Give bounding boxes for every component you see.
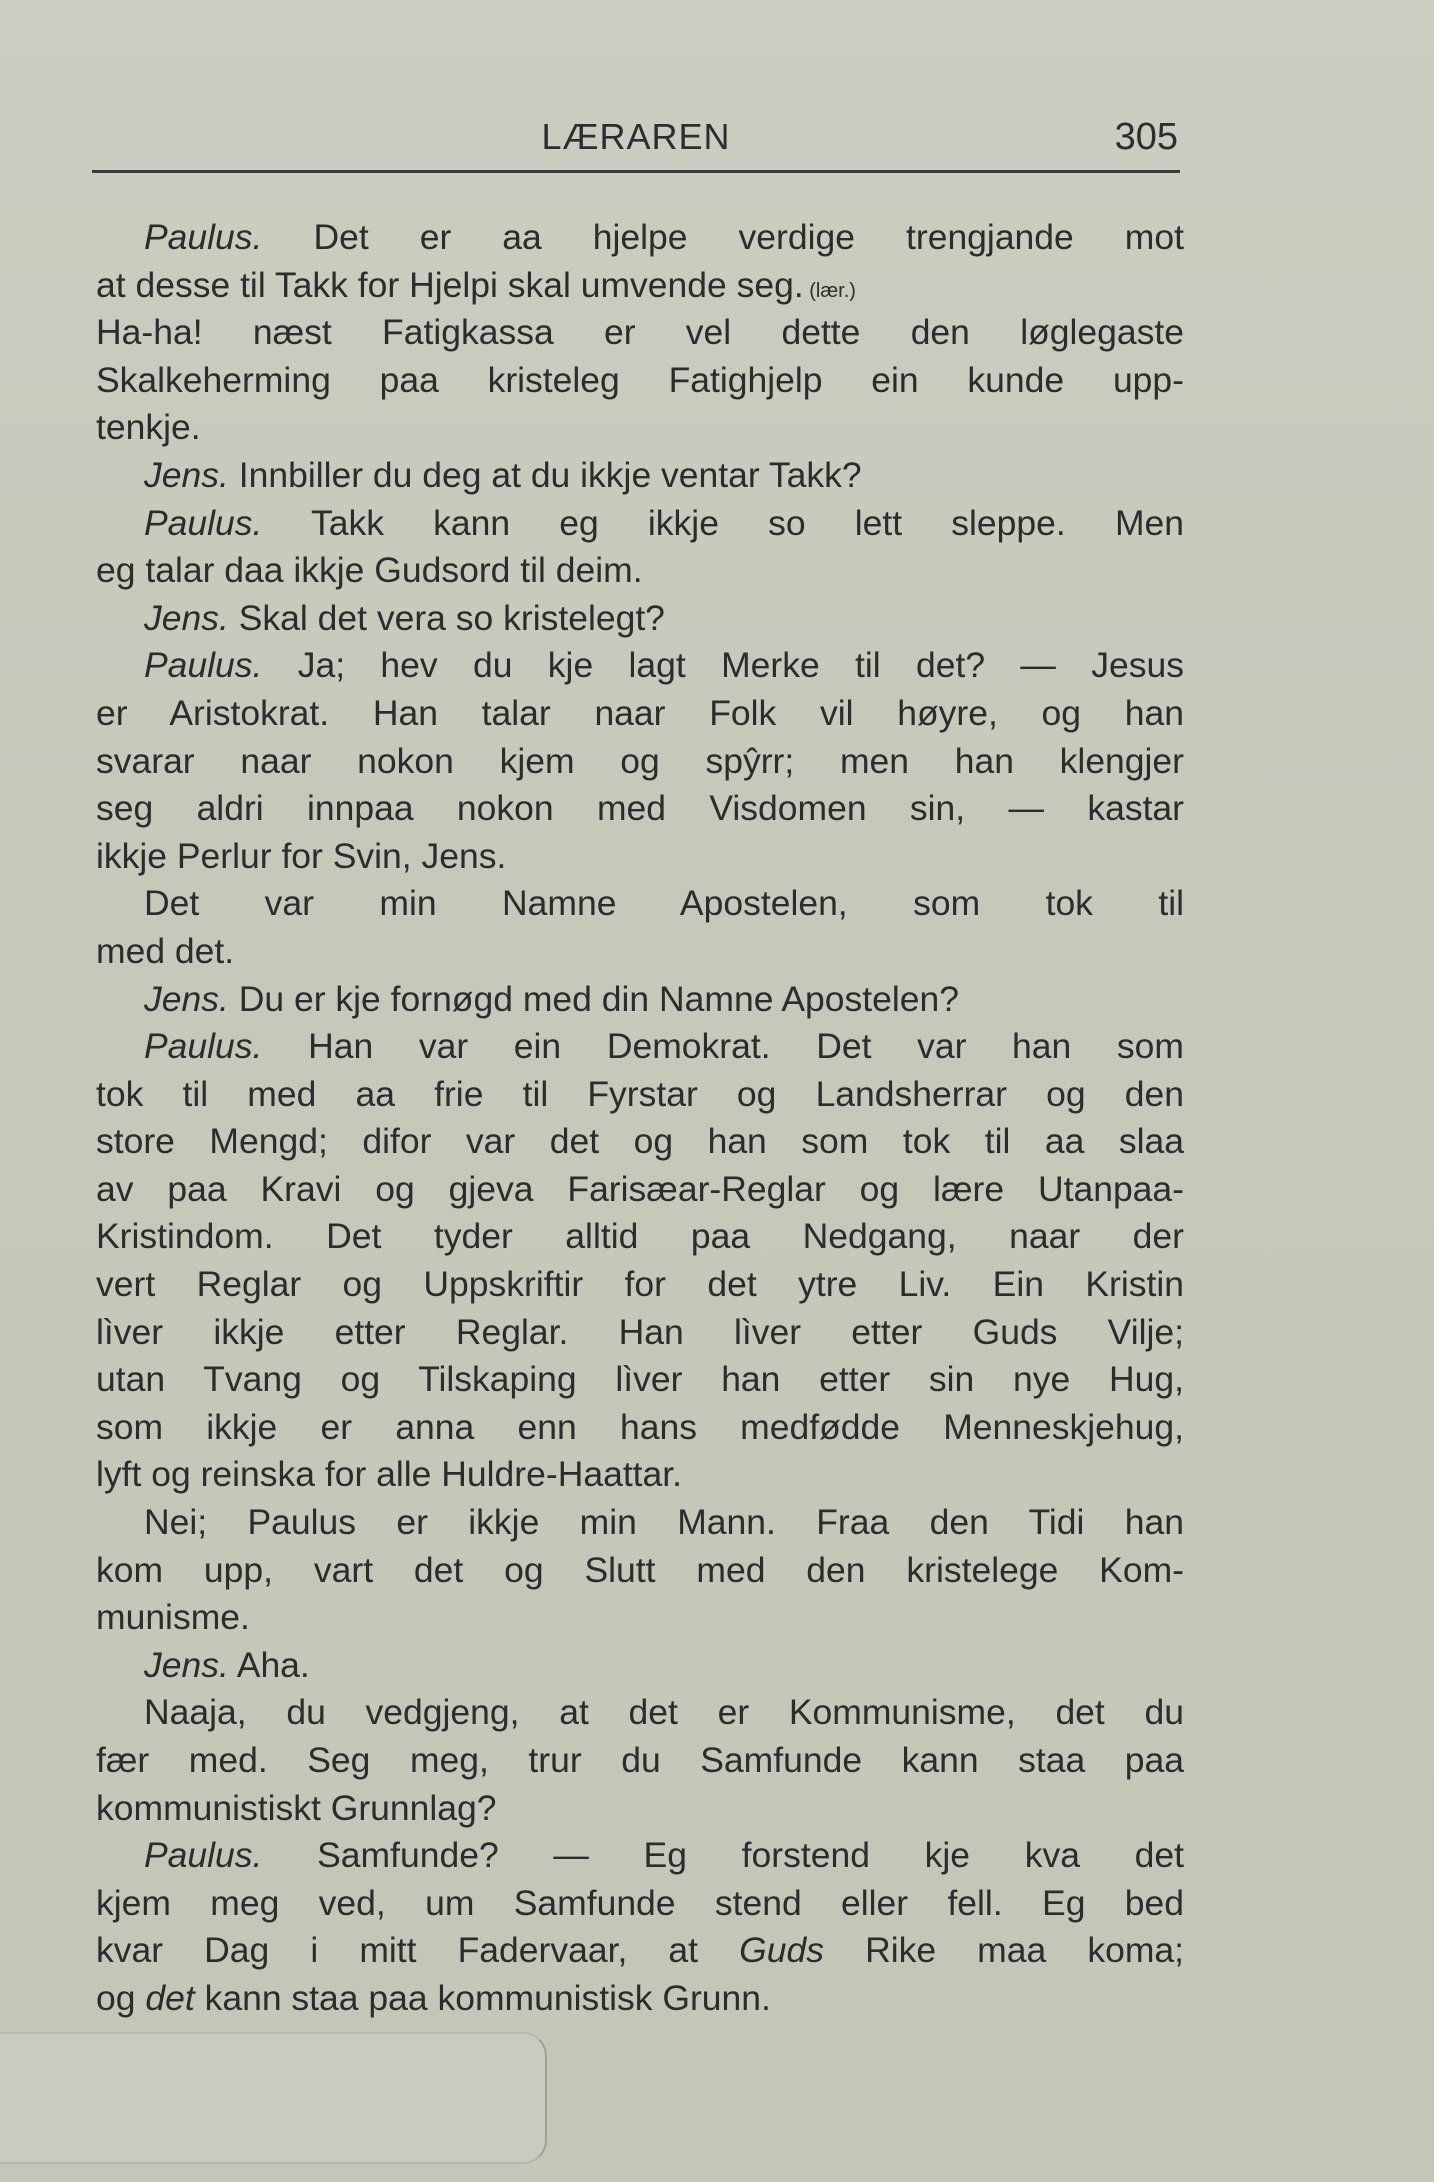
text-line: [96, 1499, 1184, 1547]
text-line: [96, 880, 1184, 928]
page-number: 305: [1114, 116, 1178, 158]
line-text: som ikkje er anna enn hans medfødde Menneskjehug,: [96, 1406, 1184, 1447]
speaker-name: Jens.: [144, 454, 229, 495]
speaker-name: Paulus.: [144, 217, 263, 257]
line-text: kann staa paa kommunistisk Grunn.: [194, 1977, 771, 2018]
line-text: munisme.: [96, 1597, 250, 1638]
emphasis: Guds: [739, 1930, 824, 1971]
text-line: [96, 1309, 1184, 1357]
line-text: kom upp, vart det og Slutt med den kristelege Kom-: [96, 1549, 1184, 1590]
line-text: at desse til Takk for Hjelpi skal umvende seg.: [96, 264, 804, 305]
line-text: Skalkeherming paa kristeleg Fatighjelp ein kunde upp-: [96, 359, 1184, 400]
line-text: tok til med aa frie til Fyrstar og Landsherrar og den: [96, 1073, 1184, 1114]
text-line: [96, 738, 1184, 786]
speaker-name: Paulus.: [144, 502, 263, 543]
text-line: [96, 214, 1184, 262]
header-rule: [92, 170, 1180, 173]
text-line: [96, 309, 1184, 357]
speaker-name: Jens.: [144, 597, 229, 638]
text-line: [96, 1737, 1184, 1785]
line-text: eg talar daa ikkje Gudsord til deim.: [96, 550, 643, 591]
line-text: seg aldri innpaa nokon med Visdomen sin, — kastar: [96, 788, 1184, 829]
line-text: av paa Kravi og gjeva Farisæar-Reglar og lære Utanpaa-: [96, 1168, 1184, 1209]
text-line: [96, 1071, 1184, 1119]
text-line: [96, 357, 1184, 405]
line-text: Naaja, du vedgjeng, at det er Kommunisme, det du: [144, 1692, 1184, 1733]
line-text: Aha.: [228, 1644, 310, 1685]
emphasis: det: [145, 1977, 195, 2018]
line-text: Nei; Paulus er ikkje min Mann. Fraa den Tidi han: [144, 1502, 1184, 1543]
text-line: [96, 1785, 1184, 1833]
speaker-name: Jens.: [144, 978, 229, 1019]
line-text: tenkje.: [96, 407, 201, 448]
library-stamp-mark: [0, 2032, 547, 2164]
stage-note: (lær.): [803, 279, 856, 302]
line-text: Rike maa koma;: [823, 1930, 1185, 1971]
text-line: [96, 976, 1184, 1024]
line-text: lìver ikkje etter Reglar. Han lìver etter Guds Vilje;: [96, 1311, 1184, 1352]
speaker-name: Jens.: [144, 1644, 229, 1685]
text-line: [96, 1166, 1184, 1214]
line-text: Det er aa hjelpe verdige trengjande mot: [262, 217, 1184, 257]
line-text: vert Reglar og Uppskriftir for det ytre Liv. Ein Kristin: [96, 1264, 1184, 1305]
line-text: svarar naar nokon kjem og spŷrr; men han klengjer: [96, 740, 1184, 781]
line-text: og: [96, 1977, 146, 2018]
line-text: Det var min Namne Apostelen, som tok til: [144, 883, 1184, 924]
line-text: lyft og reinska for alle Huldre-Haattar.: [96, 1454, 683, 1495]
speaker-name: Paulus.: [144, 1835, 263, 1876]
text-line: [96, 1689, 1184, 1737]
text-line: [96, 262, 1184, 310]
text-line: [96, 1261, 1184, 1309]
text-line: [96, 690, 1184, 738]
page-header: [92, 110, 1180, 170]
text-line: [96, 1547, 1184, 1595]
text-line: [96, 1118, 1184, 1166]
text-line: [96, 1356, 1184, 1404]
line-text: Ja; hev du kje lagt Merke til det? — Jesus: [262, 645, 1184, 686]
text-line: [96, 500, 1184, 548]
line-text: Innbiller du deg at du ikkje ventar Takk?: [228, 454, 862, 495]
text-line: [96, 1451, 1184, 1499]
line-text: kjem meg ved, um Samfunde stend eller fell. Eg bed: [96, 1882, 1184, 1923]
text-line: [96, 547, 1184, 595]
line-text: Samfunde? — Eg forstend kje kva det: [262, 1835, 1184, 1876]
text-line: [96, 642, 1184, 690]
line-text: er Aristokrat. Han talar naar Folk vil høyre, og han: [96, 692, 1184, 733]
text-line: [96, 928, 1184, 976]
text-line: [96, 1832, 1184, 1880]
text-line: [96, 404, 1184, 452]
text-line: [96, 785, 1184, 833]
speaker-name: Paulus.: [144, 645, 263, 686]
text-line: [96, 1023, 1184, 1071]
body-text: [96, 214, 1184, 2023]
text-line: [96, 833, 1184, 881]
text-line: [96, 595, 1184, 643]
text-line: [96, 1213, 1184, 1261]
text-line: [96, 1880, 1184, 1928]
running-title: LÆRAREN: [541, 116, 731, 157]
line-text: Han var ein Demokrat. Det var han som: [262, 1026, 1184, 1067]
text-line: [96, 1642, 1184, 1690]
text-line: [96, 452, 1184, 500]
text-line: [96, 1404, 1184, 1452]
text-line: [96, 1975, 1184, 2023]
line-text: Du er kje fornøgd med din Namne Apostelen?: [228, 978, 959, 1019]
line-text: med det.: [96, 930, 235, 971]
line-text: kommunistiskt Grunnlag?: [96, 1787, 497, 1828]
line-text: store Mengd; difor var det og han som tok til aa slaa: [96, 1121, 1184, 1162]
text-line: [96, 1594, 1184, 1642]
line-text: fær med. Seg meg, trur du Samfunde kann staa paa: [96, 1740, 1184, 1780]
text-line: [96, 1927, 1184, 1975]
line-text: Takk kann eg ikkje so lett sleppe. Men: [262, 502, 1184, 543]
line-text: Skal det vera so kristelegt?: [228, 597, 665, 638]
line-text: Kristindom. Det tyder alltid paa Nedgang, naar der: [96, 1216, 1184, 1257]
line-text: utan Tvang og Tilskaping lìver han etter sin nye Hug,: [96, 1359, 1184, 1400]
line-text: ikkje Perlur for Svin, Jens.: [96, 835, 507, 876]
line-text: Ha-ha! næst Fatigkassa er vel dette den løglegaste: [96, 312, 1184, 353]
speaker-name: Paulus.: [144, 1026, 263, 1067]
line-text: kvar Dag i mitt Fadervaar, at: [96, 1930, 740, 1971]
